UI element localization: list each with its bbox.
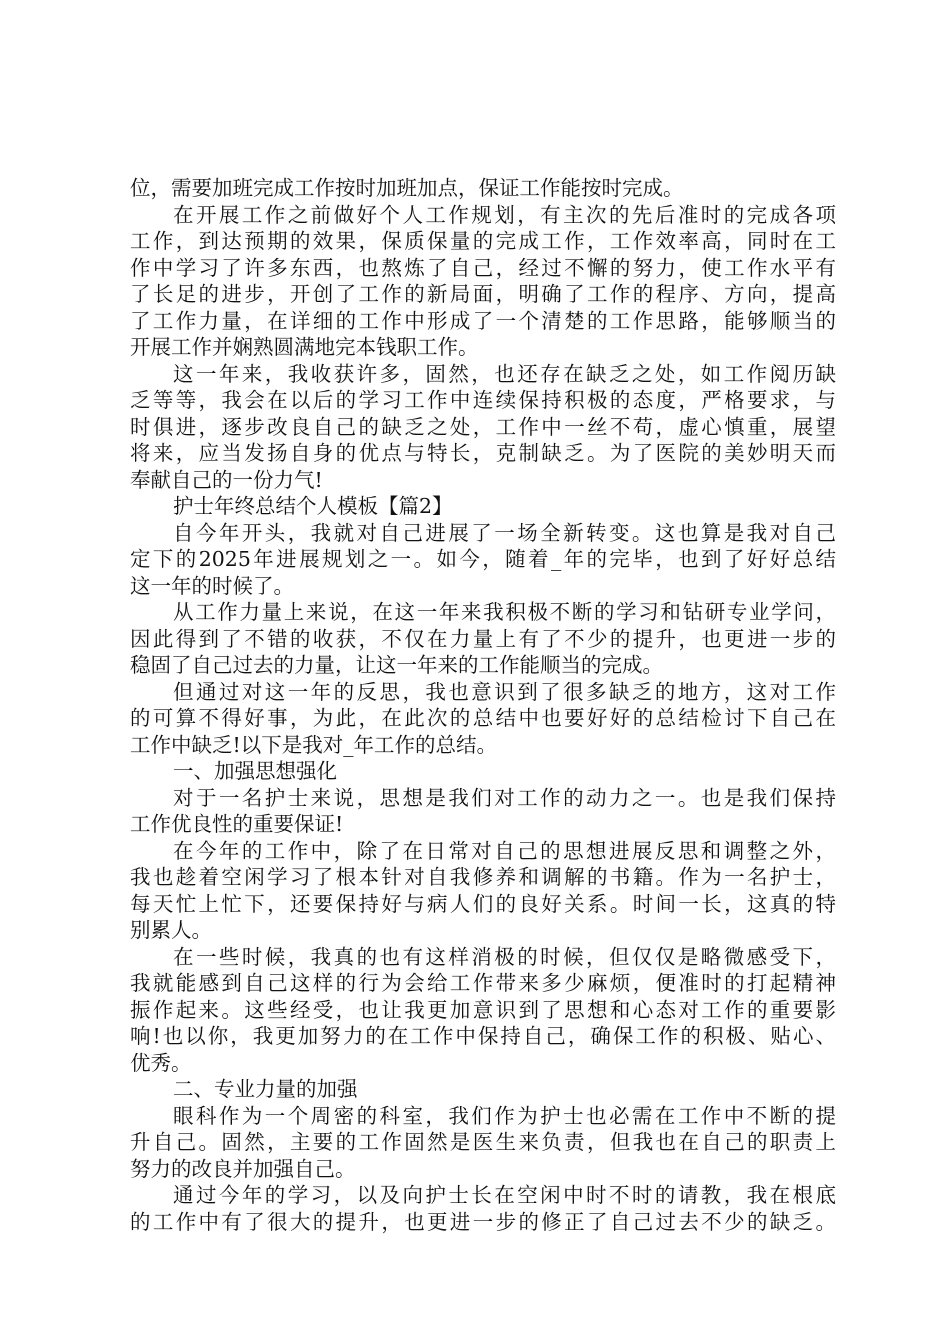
paragraph-first-line: 这一年来，我收获许多，固然，也还存在缺乏之处，如工作阅历缺: [173, 361, 836, 386]
text-line: 稳固了自己过去的力量，让这一年来的工作能顺当的完成。: [130, 653, 663, 677]
paragraph-first-line: 眼科作为一个周密的科室，我们作为护士也必需在工作中不断的提: [173, 1103, 836, 1128]
text-line: 开展工作并娴熟圆满地完本钱职工作。: [130, 335, 479, 359]
paragraph-first-line: 在一些时候，我真的也有这样消极的时候，但仅仅是略微感受下，: [173, 944, 836, 969]
text-line: 时俱进，逐步改良自己的缺乏之处，工作中一丝不苟，虚心慎重，展望: [130, 414, 836, 439]
text-line: 工作中缺乏!以下是我对_年工作的总结。: [130, 732, 497, 757]
paragraph-first-line: 通过今年的学习，以及向护士长在空闲中时不时的请教，我在根底: [173, 1183, 836, 1207]
text-line: 了工作力量，在详细的工作中形成了一个清楚的工作思路，能够顺当的: [130, 308, 836, 333]
paragraph-first-line: 自今年开头，我就对自己进展了一场全新转变。这也算是我对自己: [173, 520, 836, 545]
text-line: 定下的2025年进展规划之一。如今，随着_年的完毕，也到了好好总结: [130, 547, 836, 571]
text-line: 我也趁着空闲学习了根本针对自我修养和调解的书籍。作为一名护士，: [130, 865, 836, 889]
text-line: 奉献自己的一份力气!: [130, 467, 323, 492]
paragraph-first-line: 在今年的工作中，除了在日常对自己的思想进展反思和调整之外，: [173, 838, 836, 863]
subheading: 二、专业力量的加强: [173, 1077, 358, 1101]
text-line: 的工作中有了很大的提升，也更进一步的修正了自己过去不少的缺乏。: [130, 1209, 836, 1234]
text-line: 这一年的时候了。: [130, 573, 294, 598]
text-line: 每天忙上忙下，还要保持好与病人们的良好关系。时间一长，这真的特: [130, 891, 836, 916]
paragraph-first-line: 但通过对这一年的反思，我也意识到了很多缺乏的地方，这对工作: [173, 679, 836, 704]
subheading: 一、加强思想强化: [173, 759, 337, 783]
text-line: 努力的改良并加强自己。: [130, 1156, 356, 1181]
text-line: 响!也以你，我更加努力的在工作中保持自己，确保工作的积极、贴心、: [130, 1024, 836, 1048]
text-line: 工作优良性的重要保证!: [130, 812, 344, 836]
text-line: 工作，到达预期的效果，保质保量的完成工作，工作效率高，同时在工: [130, 229, 836, 253]
paragraph-first-line: 在开展工作之前做好个人工作规划，有主次的先后准时的完成各项: [173, 202, 836, 227]
text-line: 我就能感到自己这样的行为会给工作带来多少麻烦，便准时的打起精神: [130, 971, 836, 995]
text-line: 乏等等，我会在以后的学习工作中连续保持积极的态度，严格要求，与: [130, 388, 836, 412]
text-line: 别累人。: [130, 918, 212, 942]
text-line: 因此得到了不错的收获，不仅在力量上有了不少的提升，也更进一步的: [130, 626, 836, 651]
text-line: 优秀。: [130, 1050, 192, 1075]
paragraph-first-line: 对于一名护士来说，思想是我们对工作的动力之一。也是我们保持: [173, 785, 836, 810]
text-line: 位，需要加班完成工作按时加班加点，保证工作能按时完成。: [130, 176, 684, 200]
paragraph-first-line: 从工作力量上来说，在这一年来我积极不断的学习和钻研专业学问，: [173, 600, 836, 624]
text-line: 振作起来。这些经受，也让我更加意识到了思想和心态对工作的重要影: [130, 997, 836, 1022]
text-line: 将来，应当发扬自身的优点与特长，克制缺乏。为了医院的美妙明天而: [130, 441, 836, 465]
text-line: 了长足的进步，开创了工作的新局面，明确了工作的程序、方向，提高: [130, 282, 836, 306]
section-title: 护士年终总结个人模板【篇2】: [173, 494, 453, 518]
text-line: 作中学习了许多东西，也熬炼了自己，经过不懈的努力，使工作水平有: [130, 255, 836, 280]
text-line: 的可算不得好事，为此，在此次的总结中也要好好的总结检讨下自己在: [130, 706, 836, 730]
text-line: 升自己。固然，主要的工作固然是医生来负责，但我也在自己的职责上: [130, 1130, 836, 1154]
document-body: [130, 175, 836, 1235]
